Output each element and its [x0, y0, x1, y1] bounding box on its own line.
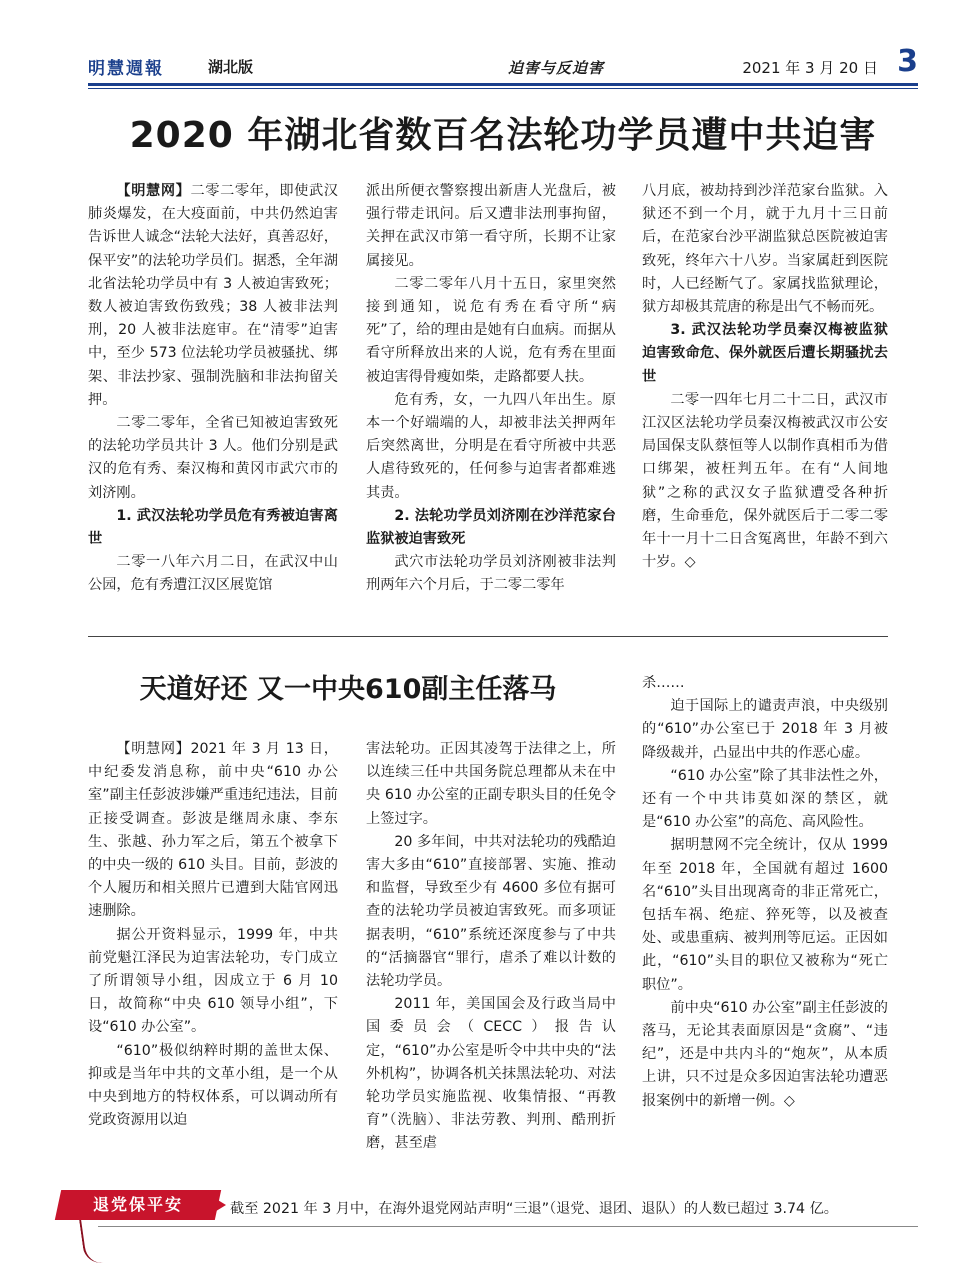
footer-notice: 截至 2021 年 3 月中，在海外退党网站声明“三退”（退党、退团、退队）的人数已超过 3.74 亿。	[230, 1201, 838, 1217]
article1-p3: 二零一八年六月二日，在武汉中山公园，危有秀遭江汉区展览馆	[88, 554, 338, 594]
page-number: 3	[897, 44, 918, 79]
article2-p9: 前中央“610 办公室”副主任彭波的落马，无论其表面原因是“贪腐”、“违纪”，还是中共内斗的“炮灰”，从本质上讲，只不过是众多因迫害法轮功遭恶报案例中的新增一例。◇	[642, 999, 888, 1109]
article1-p4: 二零二零年八月十五日，家里突然接到通知，说危有秀在看守所“病死”了，给的理由是她有白血病。而据从看守所释放出来的人说，危有秀在里面被迫害得骨瘦如柴，走路都要人扶。	[366, 275, 616, 385]
edition-label: 湖北版	[208, 58, 254, 76]
article1-p1: 二零二零年，即使武汉肺炎爆发，在大疫面前，中共仍然迫害告诉世人诚念“法轮大法好，真善忍好，保平安”的法轮功学员们。据悉，全年湖北省法轮功学员中有 3 人被迫害致死；数人被迫害致伤致残；38 人被非法判刑，20 人被非法庭审。在“清零”迫害中，至少 573 位法轮功学员被骚扰、绑架、非法抄家、强制洗脑和非法拘留关押。	[88, 183, 338, 408]
masthead-rule	[88, 83, 918, 86]
article2-p1: 2021 年 3 月 13 日，中纪委发消息称，前中央“610 办公室”副主任彭波涉嫌严重违纪违法，目前正接受调查。彭波是继周永康、李东生、张越、孙力军之后，第五个被拿下的中央一级的 610 头目。目前，彭波的个人履历和相关照片已遭到大陆官网迅速删除。	[88, 741, 338, 920]
article1-p3-cont: 派出所便衣警察搜出新唐人光盘后，被强行带走讯问。后又遭非法刑事拘留，关押在武汉市第一看守所，长期不让家属接见。	[366, 183, 616, 269]
article1-subheading-1: 1. 武汉法轮功学员危有秀被迫害离世	[88, 507, 338, 548]
article2-column-3	[642, 672, 888, 1113]
footer-banner	[58, 1188, 918, 1230]
footer-rule	[98, 1226, 918, 1227]
article1-p6-cont: 八月底，被劫持到沙洋范家台监狱。入狱还不到一个月，就于九月十三日前后，在范家台沙平湖监狱总医院被迫害致死，终年六十八岁。当家属赶到医院时，人已经断气了。家属找监狱理论，狱方却极其荒唐的称是出气不畅而死。	[642, 183, 888, 316]
article2-p7: “610 办公室”除了其非法性之外，还有一个中共讳莫如深的禁区，就是“610 办公室”的高危、高风险性。	[642, 767, 888, 831]
masthead	[88, 44, 918, 82]
ribbon-label	[55, 1190, 221, 1220]
article2-p5: 2011 年，美国国会及行政当局中国委员会（CECC）报告认定，“610”办公室是听令中共中央的“法外机构”，协调各机关抹黑法轮功、对法轮功学员实施监视、收集情报、“再教育”（洗脑）、非法劳教、判刑、酷刑折磨，甚至虐	[366, 996, 616, 1152]
article2-p2: 据公开资料显示，1999 年，中共前党魁江泽民为迫害法轮功，专门成立了所谓领导小组，因成立于 6 月 10 日，故简称“中央 610 领导小组”，下设“610 办公室”。	[88, 926, 338, 1036]
masthead-rule-thin	[88, 88, 918, 89]
article1-column-2	[366, 180, 616, 598]
article-divider	[88, 636, 888, 637]
article1-p6: 武穴市法轮功学员刘济刚被非法判刑两年六个月后，于二零二零年	[366, 554, 616, 594]
ribbon-tail-decoration	[79, 1215, 105, 1265]
article1-p2: 二零二零年，全省已知被迫害致死的法轮功学员共计 3 人。他们分别是武汉的危有秀、秦汉梅和黄冈市武穴市的刘济刚。	[88, 415, 338, 501]
article1-p7: 二零一四年七月二十二日，武汉市江汉区法轮功学员秦汉梅被武汉市公安局国保支队蔡恒等人以制作真相币为借口绑架，被枉判五年。在有“人间地狱”之称的武汉女子监狱遭受各种折磨，生命垂危，保外就医后于二零二零年十一月十二日含冤离世，年龄不到六十岁。◇	[642, 391, 888, 571]
ribbon-label-text: 退党保平安	[92, 1195, 183, 1214]
article2-column-1	[88, 738, 338, 1132]
article2-p6: 迫于国际上的谴责声浪，中央级别的“610”办公室已于 2018 年 3 月被降级裁并，凸显出中共的作恶心虚。	[642, 698, 888, 761]
article1-headline: 2020 年湖北省数百名法轮功学员遭中共迫害	[129, 115, 877, 156]
article2-headline: 天道好还 又一中央610副主任落马	[139, 674, 557, 705]
section-title: 迫害与反迫害	[508, 59, 605, 77]
article1-subheading-2: 2. 法轮功学员刘济刚在沙洋范家台监狱被迫害致死	[366, 507, 616, 548]
article1-paragraph	[88, 180, 338, 412]
article1-p5: 危有秀，女，一九四八年出生。原本一个好端端的人，却被非法关押两年后突然离世，分明是在看守所被中共恶人虐待致死的，任何参与迫害者都难逃其责。	[366, 391, 616, 501]
article2-p3-cont: 害法轮功。正因其凌驾于法律之上，所以连续三任中共国务院总理都从未在中央 610 办公室的正副专职头目的任免令上签过字。	[366, 741, 616, 827]
article1-column-3	[642, 180, 888, 574]
ribbon-arrow-decoration	[208, 1194, 226, 1216]
article1-subheading-3: 3. 武汉法轮功学员秦汉梅被监狱迫害致命危、保外就医后遭长期骚扰去世	[642, 322, 888, 385]
article1-source: 【明慧网】	[116, 183, 191, 199]
issue-date: 2021 年 3 月 20 日	[742, 59, 878, 77]
article1-column-1	[88, 180, 338, 598]
article2-source: 【明慧网】	[116, 741, 191, 757]
newspaper-brand: 明慧週報	[88, 59, 164, 79]
article2-p5-cont: 杀……	[642, 675, 685, 691]
article2-p4: 20 多年间，中共对法轮功的残酷迫害大多由“610”直接部署、实施、推动和监督，导致至少有 4600 多位有据可查的法轮功学员被迫害致死。而多项证据表明，“610”系统还深度参与了中共的“活摘器官“罪行，虐杀了难以计数的法轮功学员。	[366, 833, 616, 990]
article2-p8: 据明慧网不完全统计，仅从 1999 年至 2018 年，全国就有超过 1600 名“610”头目出现离奇的非正常死亡，包括车祸、绝症、猝死等，以及被查处、或患重病、被判刑等厄运。正因如此，“610”头目的职位又被称为“死亡职位”。	[642, 837, 888, 993]
article2-column-2	[366, 738, 616, 1156]
article2-p3: “610”极似纳粹时期的盖世太保、抑或是当年中共的文革小组，是一个从中央到地方的特权体系，可以调动所有党政资源用以迫	[88, 1042, 338, 1129]
article2-paragraph	[88, 738, 338, 924]
